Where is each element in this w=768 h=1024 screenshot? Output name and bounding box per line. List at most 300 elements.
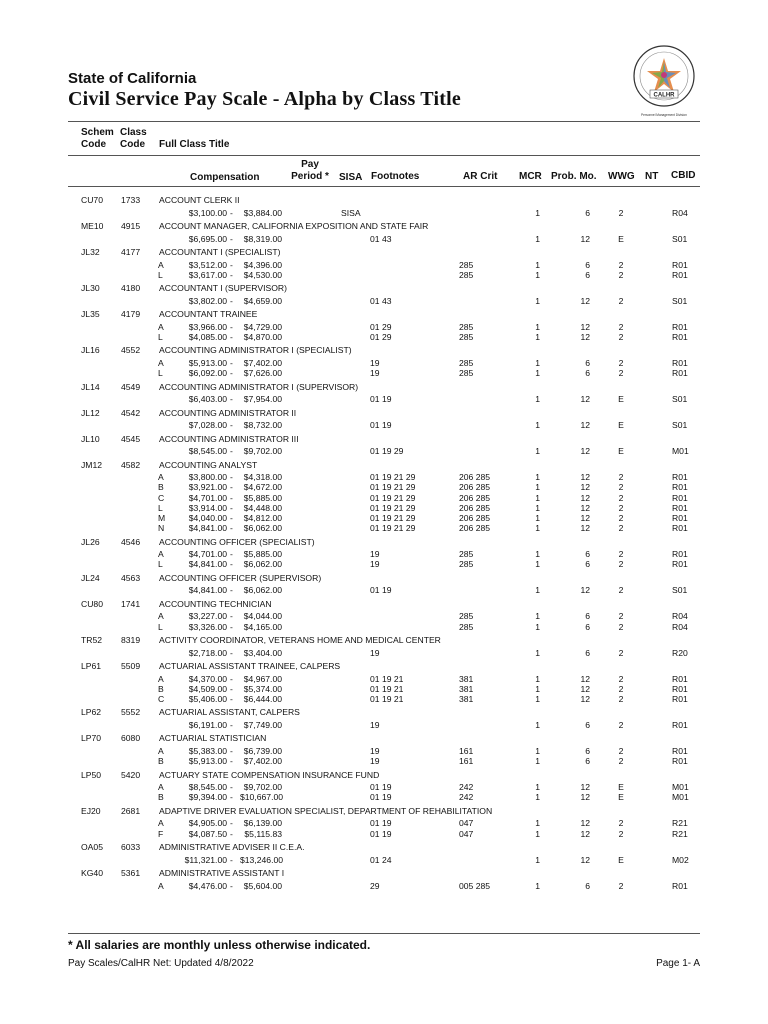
footnotes: 01 19 21 [370,693,404,704]
range-letter: A [158,818,164,829]
footnotes: 01 19 [370,828,392,839]
ar-crit: 161 [459,745,474,756]
ar-crit: 285 [459,621,474,632]
mcr: 1 [535,792,540,803]
footnotes: 19 [370,647,380,658]
prob-months: 12 [580,818,590,829]
salary-dash: - [230,549,233,560]
salary-min: $3,100.00 [188,207,227,218]
range-letter: A [158,880,164,891]
ar-crit: 206 285 [459,502,491,513]
salary-dash: - [230,719,233,730]
salary-dash: - [230,792,233,803]
wwg: 2 [618,683,624,694]
prob-months: 12 [580,482,590,493]
mcr: 1 [535,394,540,405]
wwg: 2 [618,472,624,483]
salary-dash: - [230,621,233,632]
salary-max: $4,659.00 [243,295,282,306]
cbid: R01 [672,512,688,523]
mcr: 1 [535,269,540,280]
class-title: ACCOUNTANT I (SPECIALIST) [159,247,281,257]
footnotes: 01 19 21 29 [370,482,416,493]
cbid: R20 [672,647,688,658]
cbid: R01 [672,683,688,694]
salary-max: $5,604.00 [243,880,282,891]
footer-note: * All salaries are monthly unless otherwise indicated. [68,938,371,952]
prob-months: 12 [580,792,590,803]
range-letter: A [158,321,164,332]
footnotes: 01 43 [370,295,392,306]
footnotes: 01 19 21 29 [370,492,416,503]
cbid: M02 [672,854,689,865]
wwg: 2 [618,559,624,570]
wwg: 2 [618,357,624,368]
salary-max: $4,396.00 [243,259,282,270]
cbid: R01 [672,719,688,730]
prob-months: 6 [585,621,590,632]
class-title: ADMINISTRATIVE ADVISER II C.E.A. [159,842,305,852]
prob-months: 6 [585,611,590,622]
schem-code: JL12 [81,407,100,418]
salary-min: $3,914.00 [188,502,227,513]
salary-dash: - [230,269,233,280]
class-title: ACCOUNTING ADMINISTRATOR I (SUPERVISOR) [159,381,359,392]
range-letter: B [158,756,164,767]
mcr: 1 [535,828,540,839]
prob-months: 12 [580,782,590,793]
salary-min: $4,370.00 [188,673,227,684]
prob-months: 12 [580,394,590,405]
class-code: 5509 [121,661,141,671]
salary-min: $3,966.00 [188,321,227,332]
wwg: E [618,420,624,431]
mcr: 1 [535,854,540,865]
salary-max: $5,115.83 [244,828,282,839]
wwg: 2 [618,295,624,306]
salary-max: $6,062.00 [243,585,282,596]
mcr: 1 [535,233,540,244]
ar-crit: 206 285 [459,482,491,493]
ar-crit: 047 [459,828,474,839]
schem-code: JM12 [81,459,103,470]
salary-min: $9,394.00 [188,792,227,803]
footnotes: 19 [370,756,380,767]
col-nt: NT [645,171,659,182]
salary-max: $4,729.00 [243,321,282,332]
salary-dash: - [230,295,233,306]
class-code: 4549 [121,381,141,392]
salary-dash: - [230,331,233,342]
cbid: R01 [672,880,688,891]
ar-crit: 381 [459,683,474,694]
prob-months: 6 [585,719,590,730]
prob-months: 12 [580,512,590,523]
salary-min: $4,040.00 [188,512,227,523]
ar-crit: 285 [459,611,474,622]
salary-max: $7,954.00 [243,394,282,405]
salary-min: $4,905.00 [188,818,227,829]
range-letter: A [158,745,164,756]
mcr: 1 [535,482,540,493]
mcr: 1 [535,446,540,457]
ar-crit: 285 [459,331,474,342]
cbid: S01 [672,394,688,405]
salary-dash: - [230,854,233,865]
range-letter: B [158,482,164,493]
salary-max: $7,626.00 [243,368,282,379]
cbid: R04 [672,621,688,632]
range-letter: C [158,693,165,704]
wwg: 2 [618,321,624,332]
salary-min: $5,406.00 [188,693,227,704]
mcr: 1 [535,756,540,767]
class-title: ACCOUNTING ADMINISTRATOR III [159,433,299,444]
salary-dash: - [230,782,233,793]
salary-min: $3,802.00 [188,295,227,306]
range-letter: L [158,559,163,570]
prob-months: 6 [585,357,590,368]
class-title: ACCOUNTING ANALYST [159,459,258,470]
footnotes: 01 19 21 29 [370,472,416,483]
schem-code: LP50 [81,769,102,780]
class-title: ACCOUNTING TECHNICIAN [159,598,272,609]
class-code: 1741 [121,598,141,609]
footnotes: 01 19 21 [370,673,404,684]
wwg: 2 [618,621,624,632]
salary-dash: - [230,207,233,218]
schem-code: JL14 [81,381,100,392]
page-title: Civil Service Pay Scale - Alpha by Class Title [68,88,461,110]
cbid: R01 [672,259,688,270]
range-letter: C [158,492,165,503]
ar-crit: 206 285 [459,512,491,523]
prob-months: 6 [585,269,590,280]
ar-crit: 242 [459,782,474,793]
ar-crit: 242 [459,792,474,803]
salary-dash: - [230,683,233,694]
salary-min: $6,191.00 [188,719,227,730]
range-letter: B [158,683,164,694]
prob-months: 6 [585,880,590,891]
mcr: 1 [535,683,540,694]
salary-dash: - [230,502,233,513]
salary-min: $4,085.00 [188,331,227,342]
salary-max: $6,139.00 [243,818,282,829]
cbid: S01 [672,585,688,596]
class-code: 4552 [121,345,141,356]
schem-code: JL32 [81,247,100,257]
footnotes: 01 19 [370,818,392,829]
ar-crit: 285 [459,259,474,270]
range-letter: F [158,828,164,839]
salary-dash: - [230,611,233,622]
salary-dash: - [230,259,233,270]
class-title: ADAPTIVE DRIVER EVALUATION SPECIALIST, DEPARTMENT OF REHABILITATION [159,805,493,816]
footnotes: 01 43 [370,233,392,244]
footnotes: 19 [370,559,380,570]
prob-months: 6 [585,207,590,218]
salary-min: $4,701.00 [188,549,227,560]
prob-months: 12 [580,502,590,513]
prob-months: 12 [580,828,590,839]
salary-max: $6,062.00 [243,559,282,570]
cbid: R01 [672,472,688,483]
class-code: 4177 [121,247,141,257]
col-schem-code: Schem Code [81,127,114,150]
state-heading: State of California [68,70,197,87]
salary-min: $4,841.00 [188,585,227,596]
salary-min: $4,087.50 [188,828,227,839]
salary-min: $5,913.00 [188,357,227,368]
cbid: R01 [672,492,688,503]
salary-dash: - [230,357,233,368]
wwg: 2 [618,512,624,523]
salary-min: $8,545.00 [188,782,227,793]
mcr: 1 [535,420,540,431]
footnotes: 01 19 21 29 [370,523,416,534]
cbid: M01 [672,782,689,793]
class-title: ACTIVITY COORDINATOR, VETERANS HOME AND MEDICAL CENTER [159,635,441,645]
col-cbid: CBID [671,170,696,181]
footnotes: 01 19 [370,782,392,793]
prob-months: 12 [580,321,590,332]
mcr: 1 [535,611,540,622]
salary-min: $11,321.00 [184,854,227,865]
mcr: 1 [535,693,540,704]
mcr: 1 [535,357,540,368]
salary-max: $9,702.00 [243,782,282,793]
salary-max: $7,402.00 [243,756,282,767]
wwg: 2 [618,647,624,658]
sisa-flag: SISA [341,207,361,218]
class-code: 4542 [121,407,141,418]
salary-max: $4,165.00 [243,621,282,632]
cbid: R01 [672,745,688,756]
salary-min: $3,227.00 [188,611,227,622]
cbid: R01 [672,502,688,513]
range-letter: N [158,523,165,534]
wwg: 2 [618,719,624,730]
prob-months: 12 [580,673,590,684]
range-letter: L [158,502,163,513]
salary-dash: - [230,559,233,570]
ar-crit: 285 [459,368,474,379]
mcr: 1 [535,492,540,503]
wwg: 2 [618,673,624,684]
wwg: 2 [618,502,624,513]
wwg: 2 [618,331,624,342]
salary-max: $6,739.00 [243,745,282,756]
wwg: 2 [618,549,624,560]
range-letter: L [158,621,163,632]
ar-crit: 381 [459,673,474,684]
salary-dash: - [230,420,233,431]
footnotes: 01 19 21 29 [370,512,416,523]
salary-dash: - [230,818,233,829]
salary-dash: - [230,647,233,658]
salary-dash: - [230,492,233,503]
ar-crit: 285 [459,269,474,280]
salary-dash: - [230,446,233,457]
wwg: 2 [618,207,624,218]
prob-months: 12 [580,331,590,342]
mcr: 1 [535,295,540,306]
cbid: R21 [672,828,688,839]
cbid: R01 [672,482,688,493]
prob-months: 6 [585,368,590,379]
prob-months: 12 [580,585,590,596]
wwg: 2 [618,745,624,756]
salary-min: $4,701.00 [188,492,227,503]
range-letter: L [158,368,163,379]
col-sisa: SISA [339,172,363,183]
ar-crit: 206 285 [459,492,491,503]
mcr: 1 [535,549,540,560]
salary-dash: - [230,745,233,756]
wwg: 2 [618,585,624,596]
cbid: S01 [672,295,688,306]
salary-dash: - [230,512,233,523]
ar-crit: 285 [459,549,474,560]
range-letter: L [158,331,163,342]
salary-min: $3,617.00 [188,269,227,280]
col-wwg: WWG [608,171,635,182]
class-code: 1733 [121,195,141,205]
prob-months: 12 [580,523,590,534]
range-letter: M [158,512,166,523]
mcr: 1 [535,880,540,891]
footnotes: 19 [370,719,380,730]
salary-dash: - [230,693,233,704]
mcr: 1 [535,512,540,523]
class-code: 5361 [121,868,141,878]
wwg: 2 [618,611,624,622]
prob-months: 12 [580,472,590,483]
salary-max: $8,732.00 [243,420,282,431]
mcr: 1 [535,321,540,332]
prob-months: 12 [580,683,590,694]
class-code: 5420 [121,769,141,780]
class-title: ACTUARIAL ASSISTANT TRAINEE, CALPERS [159,661,341,671]
salary-min: $6,695.00 [188,233,227,244]
salary-max: $3,884.00 [243,207,282,218]
cbid: R04 [672,611,688,622]
wwg: 2 [618,368,624,379]
mcr: 1 [535,782,540,793]
salary-dash: - [230,828,233,839]
prob-months: 6 [585,559,590,570]
schem-code: JL35 [81,309,100,320]
logo-caption: Personnel Management Division [641,113,687,117]
col-full-class-title: Full Class Title [159,139,230,150]
cbid: R01 [672,523,688,534]
range-letter: A [158,782,164,793]
salary-min: $3,921.00 [188,482,227,493]
salary-min: $4,509.00 [188,683,227,694]
salary-min: $5,913.00 [188,756,227,767]
class-title: ACCOUNT CLERK II [159,195,240,205]
range-letter: A [158,357,164,368]
salary-max: $13,246.00 [240,854,284,865]
prob-months: 12 [580,446,590,457]
class-title: ACCOUNTING OFFICER (SPECIALIST) [159,536,315,547]
salary-max: $5,374.00 [243,683,282,694]
mcr: 1 [535,472,540,483]
footnotes: 19 [370,745,380,756]
schem-code: CU70 [81,195,103,205]
class-code: 4546 [121,536,141,547]
mcr: 1 [535,331,540,342]
prob-months: 12 [580,693,590,704]
footnotes: 01 19 29 [370,446,404,457]
salary-max: $6,444.00 [243,693,282,704]
salary-dash: - [230,394,233,405]
schem-code: JL16 [81,345,100,356]
schem-code: JL10 [81,433,100,444]
wwg: 2 [618,482,624,493]
salary-max: $7,749.00 [243,719,282,730]
mcr: 1 [535,368,540,379]
class-code: 4563 [121,572,141,583]
class-title: ACTUARIAL STATISTICIAN [159,733,267,744]
footnotes: 01 19 21 [370,683,404,694]
salary-min: $8,545.00 [188,446,227,457]
mcr: 1 [535,559,540,570]
class-code: 4915 [121,221,141,231]
salary-dash: - [230,472,233,483]
class-code: 6033 [121,842,141,852]
salary-min: $6,092.00 [188,368,227,379]
class-code: 6080 [121,733,141,744]
salary-max: $8,319.00 [243,233,282,244]
schem-code: LP62 [81,707,102,718]
salary-min: $3,512.00 [188,259,227,270]
class-title: ACCOUNT MANAGER, CALIFORNIA EXPOSITION AND STATE FAIR [159,221,429,231]
class-title: ADMINISTRATIVE ASSISTANT I [159,868,285,878]
wwg: 2 [618,828,624,839]
class-title: ACTUARY STATE COMPENSATION INSURANCE FUND [159,769,380,780]
col-prob-mo: Prob. Mo. [551,171,597,182]
range-letter: A [158,611,164,622]
prob-months: 6 [585,745,590,756]
schem-code: KG40 [81,868,103,878]
class-code: 2681 [121,805,141,816]
salary-max: $4,672.00 [243,482,282,493]
salary-max: $4,044.00 [243,611,282,622]
cbid: R01 [672,269,688,280]
ar-crit: 047 [459,818,474,829]
prob-months: 12 [580,854,590,865]
class-title: ACCOUNTING ADMINISTRATOR II [159,407,297,418]
salary-max: $4,870.00 [243,331,282,342]
salary-min: $7,028.00 [188,420,227,431]
class-title: ACCOUNTANT I (SUPERVISOR) [159,283,287,294]
salary-dash: - [230,756,233,767]
schem-code: OA05 [81,842,103,852]
salary-min: $5,383.00 [188,745,227,756]
range-letter: A [158,472,164,483]
wwg: 2 [618,269,624,280]
salary-min: $3,326.00 [188,621,227,632]
salary-dash: - [230,880,233,891]
schem-code: ME10 [81,221,104,231]
salary-min: $4,476.00 [188,880,227,891]
cbid: M01 [672,792,689,803]
wwg: 2 [618,818,624,829]
salary-max: $3,404.00 [243,647,282,658]
ar-crit: 206 285 [459,472,491,483]
